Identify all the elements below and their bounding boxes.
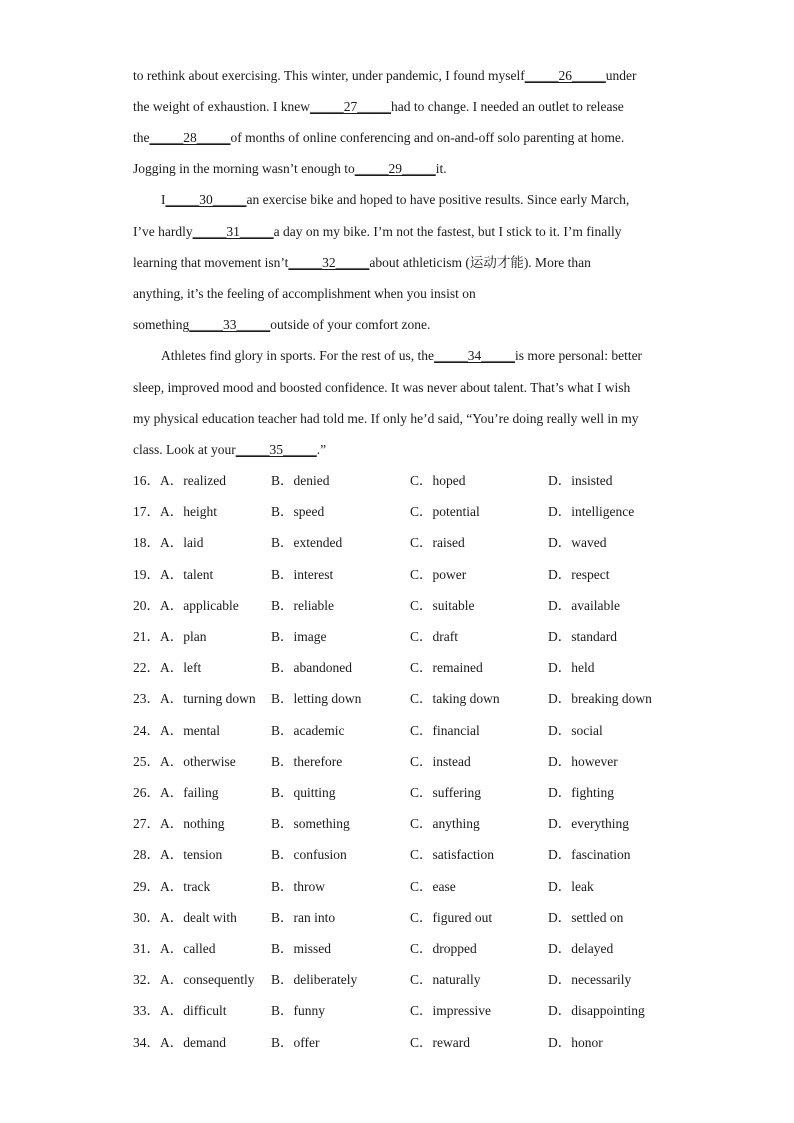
option-d: D．honor bbox=[548, 1035, 603, 1050]
question-number: 22． bbox=[133, 660, 160, 675]
option-a: A．realized bbox=[160, 473, 226, 488]
question-number: 30． bbox=[133, 910, 160, 925]
question-number: 33． bbox=[133, 1003, 160, 1018]
passage-text: of months of online conferencing and on-and-off solo parenting at home. bbox=[230, 130, 625, 145]
blank-30: _____30_____ bbox=[165, 192, 247, 207]
option-c: C．instead bbox=[410, 754, 471, 769]
option-b: B．ran into bbox=[271, 910, 336, 925]
question-row bbox=[133, 1035, 693, 1051]
question-row bbox=[133, 723, 693, 739]
option-c: C．figured out bbox=[410, 910, 493, 925]
passage-text: something bbox=[133, 317, 190, 332]
passage-text: under bbox=[605, 68, 637, 83]
option-d: D．available bbox=[548, 598, 620, 613]
passage-text: the bbox=[133, 130, 150, 145]
passage-text: to rethink about exercising. This winter, under pandemic, I found myself bbox=[133, 68, 525, 83]
option-b: B．denied bbox=[271, 473, 330, 488]
passage-line-8 bbox=[133, 286, 476, 302]
option-a: A．turning down bbox=[160, 691, 256, 706]
option-d: D．fascination bbox=[548, 847, 631, 862]
option-b: B．therefore bbox=[271, 754, 343, 769]
question-row bbox=[133, 972, 693, 988]
question-row bbox=[133, 941, 693, 957]
blank-28: _____28_____ bbox=[149, 130, 231, 145]
option-b: B．something bbox=[271, 816, 350, 831]
option-a: A．applicable bbox=[160, 598, 239, 613]
passage-text: my physical education teacher had told me. If only he’d said, “You’re doing really well in my bbox=[133, 411, 639, 426]
blank-33: _____33_____ bbox=[189, 317, 271, 332]
question-number: 29． bbox=[133, 879, 160, 894]
question-row bbox=[133, 691, 693, 707]
question-number: 28． bbox=[133, 847, 160, 862]
option-c: C．taking down bbox=[410, 691, 500, 706]
option-b: B．speed bbox=[271, 504, 325, 519]
option-c: C．impressive bbox=[410, 1003, 491, 1018]
question-number: 20． bbox=[133, 598, 160, 613]
question-row bbox=[133, 816, 693, 832]
option-d: D．waved bbox=[548, 535, 607, 550]
question-row bbox=[133, 504, 693, 520]
passage-text: Athletes find glory in sports. For the rest of us, the bbox=[161, 348, 434, 363]
option-d: D．however bbox=[548, 754, 618, 769]
option-b: B．abandoned bbox=[271, 660, 352, 675]
option-a: A．called bbox=[160, 941, 216, 956]
option-c: C．hoped bbox=[410, 473, 466, 488]
option-b: B．throw bbox=[271, 879, 325, 894]
question-row bbox=[133, 598, 693, 614]
passage-text: a day on my bike. I’m not the fastest, but I stick to it. I’m finally bbox=[273, 224, 622, 239]
passage-text: class. Look at your bbox=[133, 442, 236, 457]
option-d: D．breaking down bbox=[548, 691, 652, 706]
option-d: D．leak bbox=[548, 879, 594, 894]
question-row bbox=[133, 847, 693, 863]
passage-text: is more personal: better bbox=[514, 348, 643, 363]
passage-line-5 bbox=[161, 192, 629, 208]
option-b: B．extended bbox=[271, 535, 343, 550]
option-b: B．interest bbox=[271, 567, 334, 582]
option-c: C．remained bbox=[410, 660, 483, 675]
question-row bbox=[133, 1003, 693, 1019]
question-number: 31． bbox=[133, 941, 160, 956]
option-d: D．settled on bbox=[548, 910, 624, 925]
option-b: B．letting down bbox=[271, 691, 362, 706]
blank-35: _____35_____ bbox=[235, 442, 317, 457]
passage-line-12 bbox=[133, 411, 639, 427]
passage-text: it. bbox=[435, 161, 447, 176]
question-number: 17． bbox=[133, 504, 160, 519]
passage-line-10 bbox=[161, 348, 642, 364]
option-c: C．potential bbox=[410, 504, 480, 519]
passage-line-6 bbox=[133, 224, 622, 240]
question-number: 27． bbox=[133, 816, 160, 831]
blank-34: _____34_____ bbox=[433, 348, 515, 363]
option-c: C．financial bbox=[410, 723, 480, 738]
option-a: A．otherwise bbox=[160, 754, 236, 769]
option-c: C．satisfaction bbox=[410, 847, 494, 862]
option-a: A．consequently bbox=[160, 972, 255, 987]
passage-line-1 bbox=[133, 68, 637, 84]
passage-line-2 bbox=[133, 99, 624, 115]
question-row bbox=[133, 629, 693, 645]
option-b: B．funny bbox=[271, 1003, 325, 1018]
blank-32: _____32_____ bbox=[288, 255, 370, 270]
option-c: C．suitable bbox=[410, 598, 475, 613]
option-a: A．left bbox=[160, 660, 202, 675]
passage-line-4 bbox=[133, 161, 447, 177]
option-d: D．everything bbox=[548, 816, 629, 831]
question-number: 23． bbox=[133, 691, 160, 706]
question-row bbox=[133, 785, 693, 801]
option-a: A．failing bbox=[160, 785, 219, 800]
option-d: D．disappointing bbox=[548, 1003, 645, 1018]
option-b: B．image bbox=[271, 629, 327, 644]
option-d: D．insisted bbox=[548, 473, 613, 488]
option-a: A．talent bbox=[160, 567, 214, 582]
option-d: D．intelligence bbox=[548, 504, 635, 519]
question-row bbox=[133, 754, 693, 770]
question-number: 26． bbox=[133, 785, 160, 800]
question-row bbox=[133, 473, 693, 489]
option-d: D．fighting bbox=[548, 785, 614, 800]
passage-text: learning that movement isn’t bbox=[133, 255, 289, 270]
question-number: 25． bbox=[133, 754, 160, 769]
option-c: C．power bbox=[410, 567, 467, 582]
blank-29: _____29_____ bbox=[354, 161, 436, 176]
option-c: C．anything bbox=[410, 816, 480, 831]
option-b: B．academic bbox=[271, 723, 345, 738]
blank-31: _____31_____ bbox=[192, 224, 274, 239]
passage-line-7 bbox=[133, 255, 591, 271]
option-c: C．dropped bbox=[410, 941, 477, 956]
option-b: B．reliable bbox=[271, 598, 334, 613]
option-d: D．held bbox=[548, 660, 595, 675]
question-number: 19． bbox=[133, 567, 160, 582]
question-number: 32． bbox=[133, 972, 160, 987]
question-number: 18． bbox=[133, 535, 160, 550]
blank-27: _____27_____ bbox=[309, 99, 391, 114]
option-a: A．height bbox=[160, 504, 217, 519]
passage-text: outside of your comfort zone. bbox=[270, 317, 431, 332]
passage-text: I bbox=[161, 192, 166, 207]
question-row bbox=[133, 879, 693, 895]
option-d: D．standard bbox=[548, 629, 617, 644]
question-number: 21． bbox=[133, 629, 160, 644]
passage-line-9 bbox=[133, 317, 430, 333]
option-c: C．naturally bbox=[410, 972, 481, 987]
question-row bbox=[133, 567, 693, 583]
option-a: A．demand bbox=[160, 1035, 226, 1050]
option-d: D．necessarily bbox=[548, 972, 632, 987]
option-c: C．raised bbox=[410, 535, 465, 550]
option-a: A．track bbox=[160, 879, 211, 894]
passage-text: anything, it’s the feeling of accomplishment when you insist on bbox=[133, 286, 476, 301]
passage-text: .” bbox=[316, 442, 327, 457]
question-number: 24． bbox=[133, 723, 160, 738]
option-a: A．dealt with bbox=[160, 910, 237, 925]
option-a: A．nothing bbox=[160, 816, 225, 831]
option-d: D．social bbox=[548, 723, 603, 738]
passage-line-3 bbox=[133, 130, 624, 146]
passage-text: the weight of exhaustion. I knew bbox=[133, 99, 310, 114]
option-a: A．mental bbox=[160, 723, 220, 738]
option-c: C．ease bbox=[410, 879, 456, 894]
option-a: A．plan bbox=[160, 629, 207, 644]
option-a: A．laid bbox=[160, 535, 204, 550]
option-b: B．confusion bbox=[271, 847, 347, 862]
passage-text: an exercise bike and hoped to have positive results. Since early March, bbox=[246, 192, 630, 207]
passage-text: I’ve hardly bbox=[133, 224, 193, 239]
question-row bbox=[133, 660, 693, 676]
option-a: A．tension bbox=[160, 847, 223, 862]
passage-text: sleep, improved mood and boosted confidence. It was never about talent. That’s what I wish bbox=[133, 380, 631, 395]
passage-text: Jogging in the morning wasn’t enough to bbox=[133, 161, 355, 176]
blank-26: _____26_____ bbox=[524, 68, 606, 83]
option-a: A．difficult bbox=[160, 1003, 227, 1018]
option-b: B．offer bbox=[271, 1035, 320, 1050]
passage-text: about athleticism (运动才能). More than bbox=[369, 255, 591, 270]
question-row bbox=[133, 535, 693, 551]
passage-text: had to change. I needed an outlet to release bbox=[390, 99, 624, 114]
passage-line-13 bbox=[133, 442, 326, 458]
passage-line-11 bbox=[133, 380, 630, 396]
option-b: B．quitting bbox=[271, 785, 336, 800]
option-d: D．delayed bbox=[548, 941, 614, 956]
question-number: 34． bbox=[133, 1035, 160, 1050]
question-row bbox=[133, 910, 693, 926]
option-c: C．suffering bbox=[410, 785, 481, 800]
option-b: B．missed bbox=[271, 941, 332, 956]
option-c: C．draft bbox=[410, 629, 458, 644]
option-c: C．reward bbox=[410, 1035, 470, 1050]
question-number: 16． bbox=[133, 473, 160, 488]
option-b: B．deliberately bbox=[271, 972, 358, 987]
option-d: D．respect bbox=[548, 567, 610, 582]
